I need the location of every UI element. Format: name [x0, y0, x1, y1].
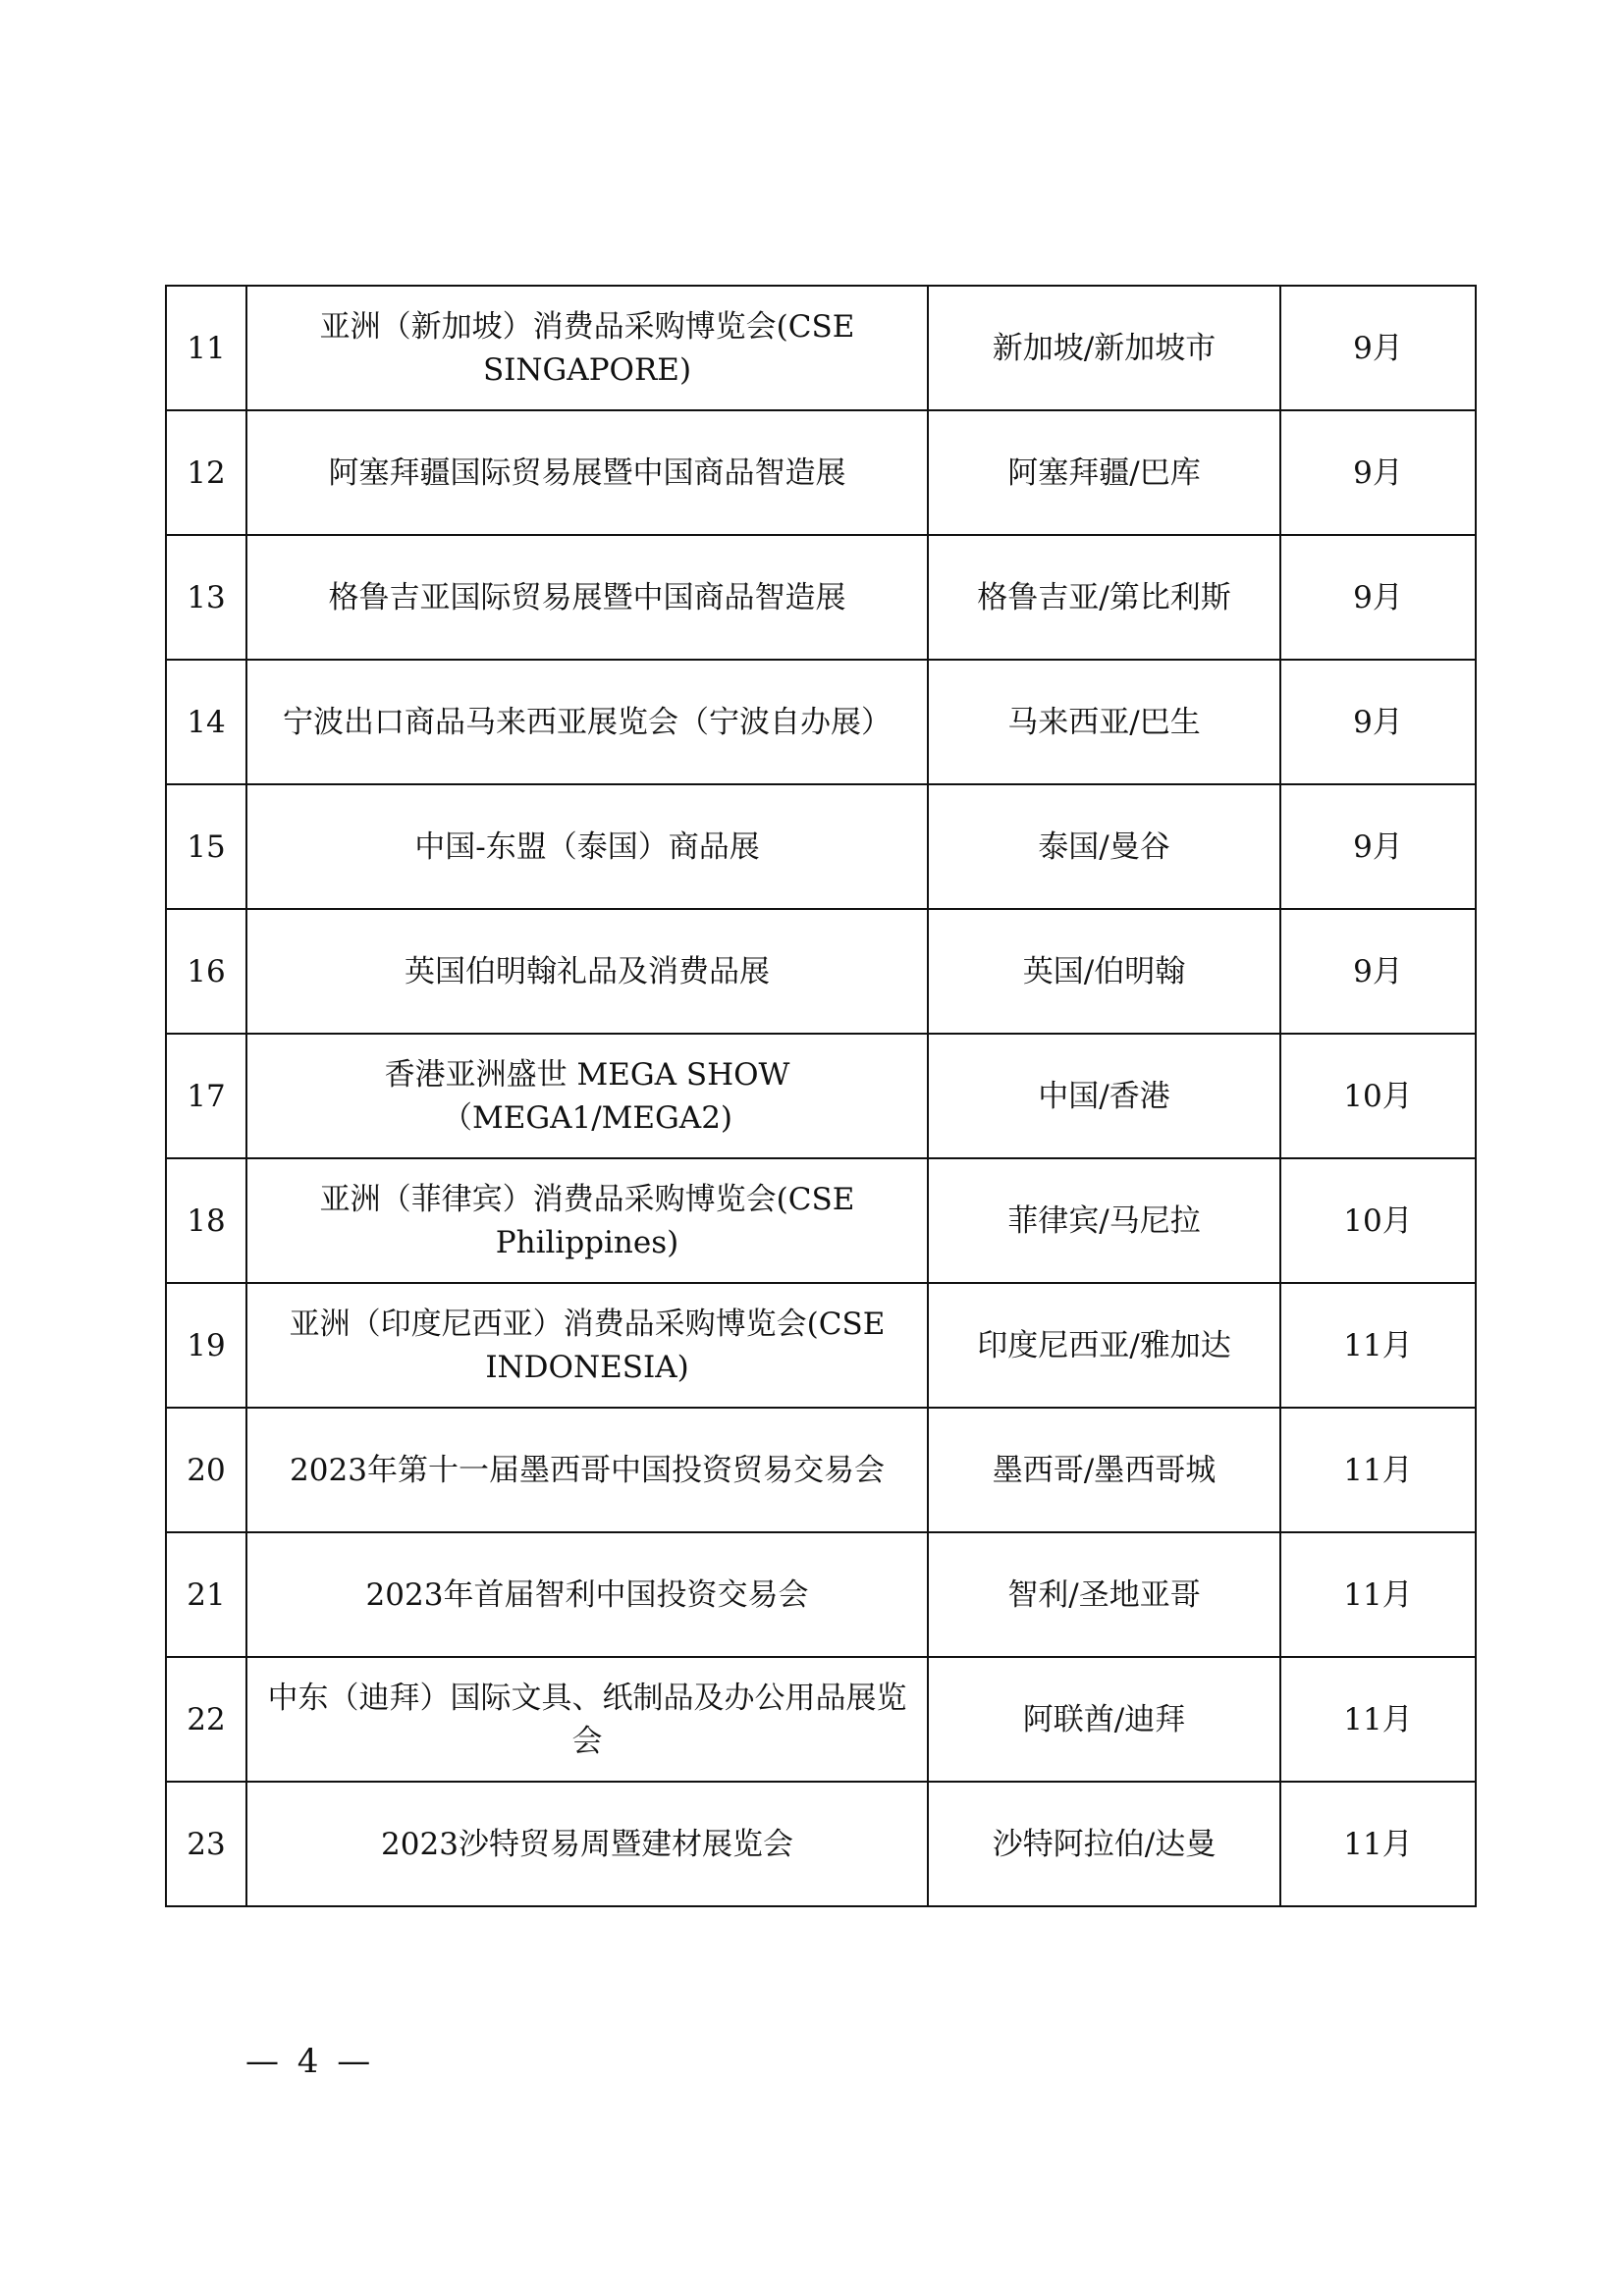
exhibition-name-cell: 宁波出口商品马来西亚展览会（宁波自办展） — [246, 660, 928, 784]
location-cell: 沙特阿拉伯/达曼 — [928, 1782, 1280, 1906]
month-cell: 11月 — [1280, 1532, 1476, 1657]
row-number-cell: 15 — [166, 784, 246, 909]
exhibition-name-cell: 2023年第十一届墨西哥中国投资贸易交易会 — [246, 1408, 928, 1532]
row-number-cell: 17 — [166, 1034, 246, 1158]
table-row — [166, 410, 1476, 535]
month-cell: 11月 — [1280, 1657, 1476, 1782]
month-cell: 10月 — [1280, 1158, 1476, 1283]
location-cell: 格鲁吉亚/第比利斯 — [928, 535, 1280, 660]
table-row — [166, 1532, 1476, 1657]
exhibition-name-cell: 中国-东盟（泰国）商品展 — [246, 784, 928, 909]
location-cell: 阿联酋/迪拜 — [928, 1657, 1280, 1782]
table-row — [166, 1158, 1476, 1283]
month-cell: 11月 — [1280, 1283, 1476, 1408]
exhibition-name-cell: 格鲁吉亚国际贸易展暨中国商品智造展 — [246, 535, 928, 660]
row-number-cell: 20 — [166, 1408, 246, 1532]
month-cell: 9月 — [1280, 286, 1476, 410]
exhibition-name-cell: 亚洲（印度尼西亚）消费品采购博览会(CSE INDONESIA) — [246, 1283, 928, 1408]
month-cell: 9月 — [1280, 784, 1476, 909]
month-cell: 9月 — [1280, 535, 1476, 660]
table-row — [166, 1283, 1476, 1408]
row-number-cell: 21 — [166, 1532, 246, 1657]
exhibition-table — [165, 285, 1477, 1907]
month-cell: 11月 — [1280, 1782, 1476, 1906]
exhibition-table-body — [166, 286, 1476, 1906]
location-cell: 墨西哥/墨西哥城 — [928, 1408, 1280, 1532]
exhibition-name-cell: 英国伯明翰礼品及消费品展 — [246, 909, 928, 1034]
row-number-cell: 23 — [166, 1782, 246, 1906]
table-row — [166, 1408, 1476, 1532]
row-number-cell: 11 — [166, 286, 246, 410]
exhibition-name-cell: 亚洲（新加坡）消费品采购博览会(CSE SINGAPORE) — [246, 286, 928, 410]
location-cell: 阿塞拜疆/巴库 — [928, 410, 1280, 535]
exhibition-name-cell: 香港亚洲盛世 MEGA SHOW（MEGA1/MEGA2) — [246, 1034, 928, 1158]
location-cell: 新加坡/新加坡市 — [928, 286, 1280, 410]
month-cell: 10月 — [1280, 1034, 1476, 1158]
table-row — [166, 1034, 1476, 1158]
row-number-cell: 14 — [166, 660, 246, 784]
location-cell: 菲律宾/马尼拉 — [928, 1158, 1280, 1283]
exhibition-name-cell: 亚洲（菲律宾）消费品采购博览会(CSE Philippines) — [246, 1158, 928, 1283]
location-cell: 泰国/曼谷 — [928, 784, 1280, 909]
location-cell: 印度尼西亚/雅加达 — [928, 1283, 1280, 1408]
exhibition-name-cell: 阿塞拜疆国际贸易展暨中国商品智造展 — [246, 410, 928, 535]
exhibition-name-cell: 2023年首届智利中国投资交易会 — [246, 1532, 928, 1657]
row-number-cell: 16 — [166, 909, 246, 1034]
location-cell: 马来西亚/巴生 — [928, 660, 1280, 784]
month-cell: 11月 — [1280, 1408, 1476, 1532]
row-number-cell: 19 — [166, 1283, 246, 1408]
exhibition-name-cell: 2023沙特贸易周暨建材展览会 — [246, 1782, 928, 1906]
table-row — [166, 660, 1476, 784]
table-row — [166, 784, 1476, 909]
month-cell: 9月 — [1280, 410, 1476, 535]
table-row — [166, 909, 1476, 1034]
table-row — [166, 1782, 1476, 1906]
table-row — [166, 286, 1476, 410]
row-number-cell: 13 — [166, 535, 246, 660]
location-cell: 智利/圣地亚哥 — [928, 1532, 1280, 1657]
page-number: — 4 — — [245, 2042, 375, 2081]
row-number-cell: 12 — [166, 410, 246, 535]
table-row — [166, 1657, 1476, 1782]
month-cell: 9月 — [1280, 909, 1476, 1034]
table-row — [166, 535, 1476, 660]
month-cell: 9月 — [1280, 660, 1476, 784]
row-number-cell: 22 — [166, 1657, 246, 1782]
location-cell: 英国/伯明翰 — [928, 909, 1280, 1034]
exhibition-name-cell: 中东（迪拜）国际文具、纸制品及办公用品展览会 — [246, 1657, 928, 1782]
location-cell: 中国/香港 — [928, 1034, 1280, 1158]
row-number-cell: 18 — [166, 1158, 246, 1283]
